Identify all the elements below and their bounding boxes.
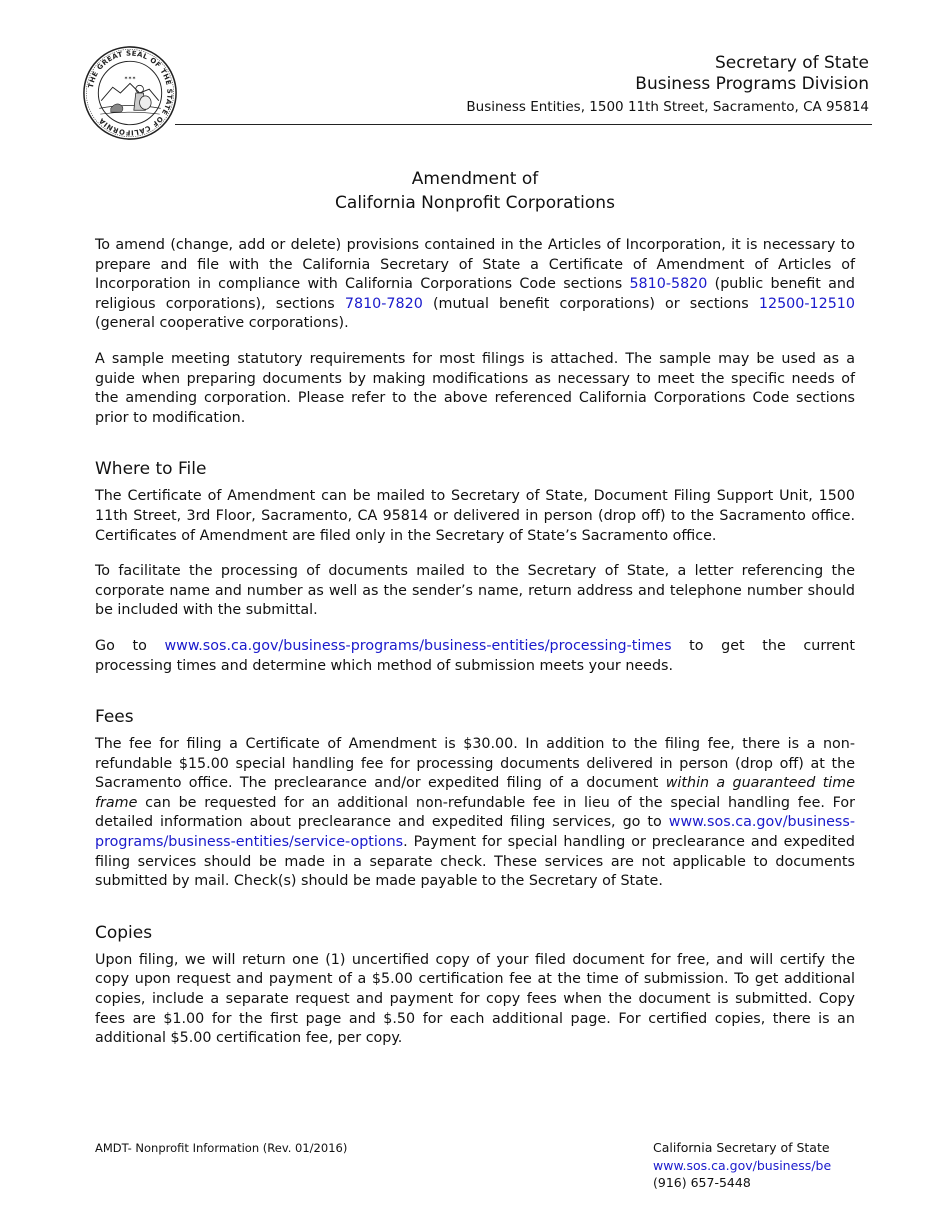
where-to-file-paragraph-3 <box>95 637 855 676</box>
footer-phone: (916) 657-5448 <box>653 1175 751 1190</box>
where-to-file-heading: Where to File <box>95 459 207 480</box>
fees-text-a: The fee for filing a Certificate of Amendment is $30.00. In addition to the filing fee, there is a non-refundable $15.00 special handling fee for processing documents delivered in person (drop off) at the Sacramento office. The preclearance and/or expedited filing of a document <box>95 736 855 792</box>
processing-text-a: Go to <box>95 637 165 654</box>
title-line-1: Amendment of <box>411 169 539 189</box>
agency-header <box>466 53 869 118</box>
where-to-file-paragraph-2: To facilitate the processing of documents mailed to the Secretary of State, a letter referencing the corporate name and number as well as the sender’s name, return address and telephone number should be included with the submittal. <box>95 563 855 619</box>
header-divider <box>175 124 872 125</box>
processing-times-link[interactable]: www.sos.ca.gov/business-programs/business-entities/processing-times <box>164 637 672 654</box>
footer-contact <box>653 1139 831 1192</box>
california-state-seal <box>82 45 178 141</box>
footer-org-name: California Secretary of State <box>653 1140 830 1155</box>
code-sections-5810-link[interactable]: 5810-5820 <box>629 276 708 293</box>
agency-name: Secretary of State <box>715 53 869 73</box>
intro-text-b: (public benefit and religious corporations), sections <box>95 276 855 312</box>
code-sections-12500-link[interactable]: 12500-12510 <box>758 295 855 312</box>
where-to-file-paragraph-1: The Certificate of Amendment can be mailed to Secretary of State, Document Filing Support Unit, 1500 11th Street, 3rd Floor, Sacramento, CA 95814 or delivered in person (drop off) to the Sacramento office. Certificates of Amendment are filed only in the Secretary of State’s Sacramento office. <box>95 488 855 544</box>
footer-website-link[interactable]: www.sos.ca.gov/business/be <box>653 1157 832 1173</box>
fees-heading: Fees <box>95 707 134 728</box>
document-title <box>0 167 950 215</box>
code-sections-7810-link[interactable]: 7810-7820 <box>344 295 423 312</box>
fees-text-c: . Payment for special handling or preclearance and expedited filing services should be made in a separate check. These services are not applicable to documents submitted by mail. Check(s) should be made payable to the Secretary of State. <box>95 834 855 890</box>
division-name: Business Programs Division <box>635 74 869 94</box>
copies-heading: Copies <box>95 922 153 943</box>
form-identifier: AMDT- Nonprofit Information (Rev. 01/2016) <box>95 1141 348 1155</box>
intro-text-d: (general cooperative corporations). <box>95 315 349 332</box>
title-line-2: California Nonprofit Corporations <box>335 193 615 213</box>
fees-text-b: can be requested for an additional non-refundable fee in lieu of the special handling fee. For detailed information about preclearance and expedited filing services, go to <box>95 794 855 831</box>
copies-paragraph: Upon filing, we will return one (1) uncertified copy of your filed document for free, and will certify the copy upon request and payment of a $5.00 certification fee at the time of submission. To get additional copies, include a separate request and payment for copy fees when the document is submitted. Copy fees are $1.00 for the first page and $.50 for each additional page. For certified copies, there is an additional $5.00 certification fee, per copy. <box>95 951 855 1047</box>
fees-italic-text: within a guaranteed time frame <box>95 775 855 811</box>
agency-address: Business Entities, 1500 11th Street, Sacramento, CA 95814 <box>466 99 869 115</box>
processing-text-b: to get the current processing times and determine which method of submission meets your needs. <box>95 637 855 674</box>
svg-text:✶✶✶: ✶✶✶ <box>123 76 137 82</box>
seal-text: THE GREAT SEAL OF THE STATE OF CALIFORNIA <box>86 49 174 137</box>
intro-paragraph-1 <box>95 236 855 334</box>
intro-paragraph-2: A sample meeting statutory requirements for most filings is attached. The sample may be used as a guide when preparing documents by making modifications as necessary to meet the specific needs of the amending corporation. Please refer to the above referenced California Corporations Code sections prior to modification. <box>95 350 855 426</box>
document-body <box>95 236 855 1065</box>
intro-text-a: To amend (change, add or delete) provisions contained in the Articles of Incorporation, it is necessary to prepare and file with the California Secretary of State a Certificate of Amendment of Articles of Incorporation in compliance with California Corporations Code sections <box>95 237 855 293</box>
service-options-link[interactable]: www.sos.ca.gov/business-programs/business-entities/service-options <box>95 814 855 851</box>
fees-paragraph <box>95 735 855 892</box>
intro-text-c: (mutual benefit corporations) or sections <box>422 295 759 312</box>
